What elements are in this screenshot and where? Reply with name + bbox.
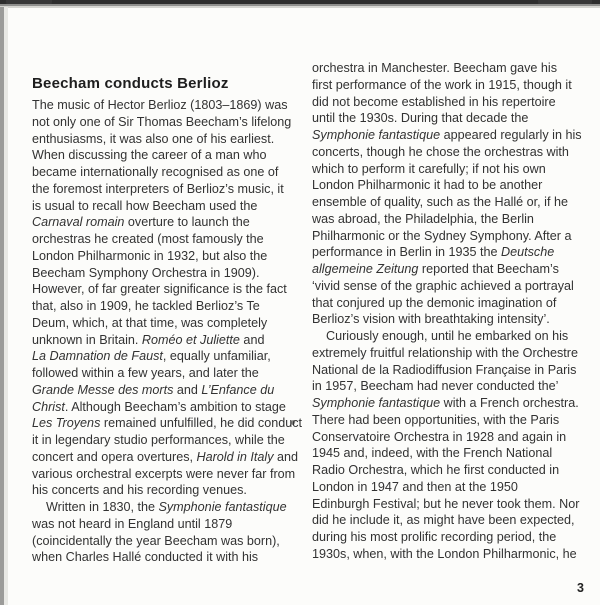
text-line: in 1957, Beecham had never conducted the’ [312,379,559,394]
text-line: performance in Berlin in 1935 the Deutsche [312,245,555,260]
text-line: Philharmonic or the Sydney Symphony. After a [312,228,572,243]
text-line: There had been opportunities, with the Paris [312,412,560,427]
text-line: is usual to recall how Beecham used the [32,198,258,213]
text-line: orchestras he created (most famously the [32,232,264,246]
text-line: London Philharmonic in 1932, but also the [32,248,268,263]
text-line: concerts, though he chose the orchestras with [312,144,569,159]
text-line: Symphonie fantastique appeared regularly in his [312,128,582,142]
text-line: various orchestral excerpts were never far from [32,466,296,481]
text-line: first performance of the work in 1915, though it [312,77,572,92]
text-line: when Charles Hallé conducted it with his [32,550,259,565]
text-line: unknown in Britain. Roméo et Juliette and [32,332,265,347]
text-line: Radio Orchestra, which he first conducted in [312,463,560,477]
text-line: became internationally recognised as one of [32,165,279,179]
text-line: did he include it, as might have been expected, [312,513,575,528]
text-line: during his most prolific recording period, the [312,530,557,544]
text-line: When discussing the career of a man who [32,148,267,163]
text-line: Curiously enough, until he embarked on his [312,329,569,343]
right-column [312,60,582,563]
text-line: Christ. Although Beecham’s ambition to stage [32,399,286,414]
text-line: 1930s, when, with the London Philharmonic, he [312,546,577,561]
text-line: Deum, which, at that time, was completely [32,315,268,330]
text-line: followed within a few years, and later the [32,366,259,380]
text-line: orchestra in Manchester. Beecham gave his [312,61,558,75]
text-line: The music of Hector Berlioz (1803–1869) was [32,98,288,112]
text-line: London in 1947 and then at the 1950 [312,479,518,494]
text-line: extremely fruitful relationship with the Orchestre [312,345,578,360]
text-line: 1945 and, indeed, with the French National [312,446,553,461]
text-line: National de la Radiodiffusion Française in Paris [312,362,577,377]
text-line: his concerts and his recording venues. [32,483,247,498]
text-line: Les Troyens remained unfulfilled, he did conduct [32,416,303,431]
text-line: Symphonie fantastique with a French orchestra. [312,396,579,410]
text-line: Grande Messe des morts and L’Enfance du [32,382,275,397]
text-line: ‘vivid sense of the graphic achieved a portrayal [312,278,574,293]
text-line: Beecham Symphony Orchestra in 1909). [32,265,260,280]
text-line: did not become established in his repertoire [312,94,556,109]
text-line: enthusiasms, it was also one of his earliest. [32,131,275,146]
text-line: La Damnation de Faust, equally unfamiliar, [32,349,271,364]
article-heading: Beecham conducts Berlioz [32,75,229,93]
text-line: not only one of Sir Thomas Beecham’s lifelong [32,114,292,129]
text-line: it in legendary studio performances, while the [32,433,285,447]
text-line: Conservatoire Orchestra in 1928 and again in [312,429,567,444]
text-line: London Philharmonic it had to be another [312,178,543,193]
text-line: Edinburgh Festival; but he never took them. Nor [312,496,580,511]
text-line: was not heard in England until 1879 [32,516,233,531]
text-line: Carnaval romain overture to launch the [32,215,250,230]
text-line: Berlioz’s vision with breathtaking intensity’. [312,312,550,327]
text-line: was abroad, the Philadelphia, the Berlin [312,211,534,226]
text-line: allgemeine Zeitung reported that Beecham’s [312,262,559,276]
text-line: ensemble of quality, such as the Hallé or, if he [312,195,568,209]
text-line: that conjured up the demonic imagination of [312,295,557,310]
left-column [32,97,303,566]
text-line: Written in 1830, the Symphonie fantastique [32,500,287,514]
scan-left-edge-light [4,7,8,605]
text-line: the foremost interpreters of Berlioz’s music, it [32,181,284,196]
text-line: (coincidentally the year Beecham was born), [32,533,280,548]
page-number: 3 [577,581,584,595]
text-line: that, also in 1909, he tackled Berlioz’s Te [32,299,260,313]
text-line: until the 1930s. During that decade the [312,111,529,126]
text-line: concert and opera overtures, Harold in Italy and [32,449,299,464]
scan-top-edge-light [0,6,600,8]
text-line: which to perform it carefully; if not his own [312,161,546,176]
text-line: However, of far greater significance is the fact [32,282,287,297]
